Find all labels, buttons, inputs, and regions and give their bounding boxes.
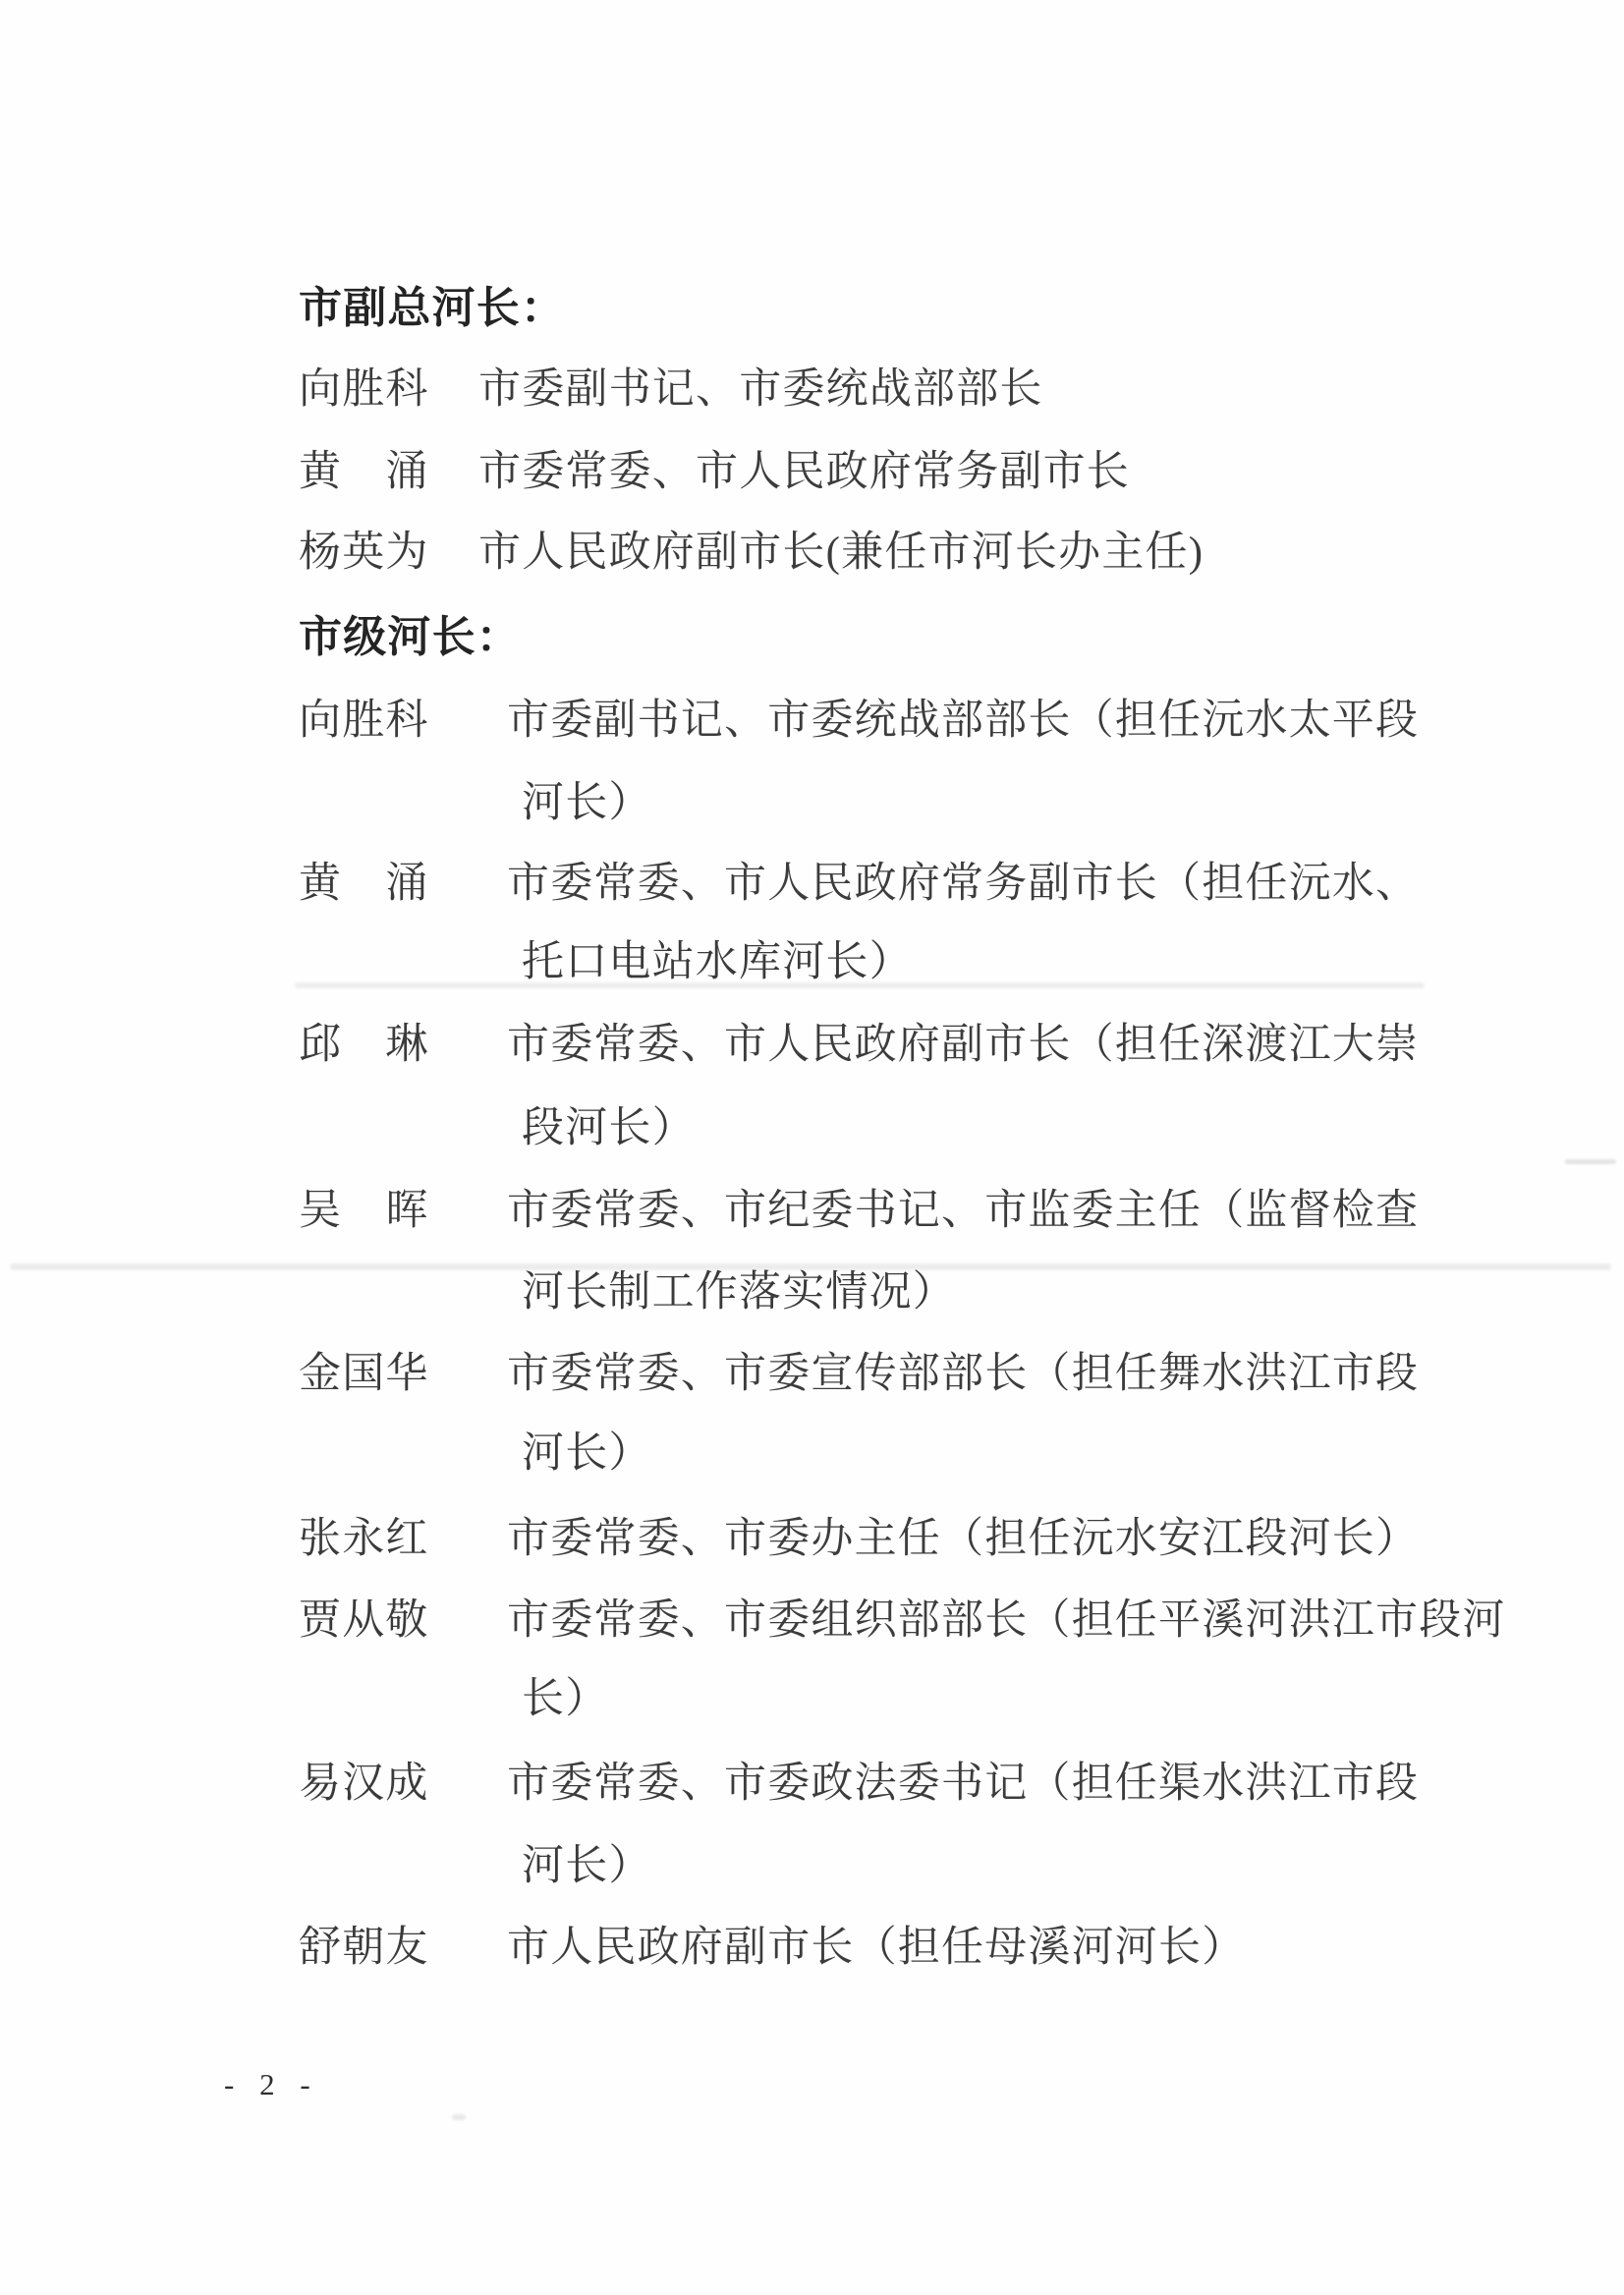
entry-line xyxy=(299,1024,1419,1066)
entry-line xyxy=(299,700,1419,742)
entry-continuation-line: 河长） xyxy=(522,1843,652,1889)
entry-continuation-line: 托口电站水库河长） xyxy=(522,939,913,985)
entry-line xyxy=(299,1927,1245,1969)
scan-artifact-streak xyxy=(1565,1159,1616,1164)
entry-continuation-line: 河长） xyxy=(522,1430,652,1477)
entry-name: 舒朝友 xyxy=(299,1925,429,1971)
entry-name: 邱 琳 xyxy=(299,1022,429,1068)
entry-title: 市委常委、市委宣传部部长（担任舞水洪江市段 xyxy=(507,1351,1420,1397)
entry-title: 市人民政府副市长（担任母溪河河长） xyxy=(507,1925,1246,1971)
entry-title: 市委常委、市人民政府副市长（担任深渡江大崇 xyxy=(507,1022,1420,1068)
entry-name: 杨英为 xyxy=(299,530,429,576)
entry-name: 贾从敬 xyxy=(299,1597,429,1644)
entry-name: 向胜科 xyxy=(299,366,429,413)
entry-line xyxy=(299,1190,1419,1232)
entry-line xyxy=(299,368,1043,411)
page-number: - 2 - xyxy=(224,2067,319,2101)
section-heading-deputy-general-river-chiefs: 市副总河长： xyxy=(299,284,566,332)
entry-title: 市委常委、市委办主任（担任沅水安江段河长） xyxy=(507,1516,1420,1562)
entry-title: 市委常委、市委组织部部长（担任平溪河洪江市段河 xyxy=(507,1597,1506,1644)
entry-line xyxy=(299,1353,1419,1395)
section-heading-municipal-river-chiefs: 市级河长： xyxy=(299,613,521,661)
entry-name: 吴 晖 xyxy=(299,1188,429,1234)
entry-title: 市委常委、市纪委书记、市监委主任（监督检查 xyxy=(507,1188,1420,1234)
entry-name: 向胜科 xyxy=(299,698,429,744)
entry-title: 市委副书记、市委统战部部长（担任沅水太平段 xyxy=(507,698,1420,744)
scan-artifact-smudge xyxy=(452,2114,466,2120)
entry-continuation-line: 河长制工作落实情况） xyxy=(522,1269,956,1315)
entry-line xyxy=(299,532,1204,574)
entry-title: 市委常委、市人民政府常务副市长 xyxy=(478,449,1130,495)
entry-name: 黄 涌 xyxy=(299,861,429,907)
entry-name: 金国华 xyxy=(299,1351,429,1397)
entry-line xyxy=(299,451,1130,493)
entry-title: 市委常委、市委政法委书记（担任渠水洪江市段 xyxy=(507,1761,1420,1807)
entry-continuation-line: 段河长） xyxy=(522,1105,696,1151)
entry-title: 市委常委、市人民政府常务副市长（担任沅水、 xyxy=(507,861,1420,907)
entry-line xyxy=(299,1599,1506,1642)
entry-continuation-line: 河长） xyxy=(522,780,652,826)
entry-continuation-line: 长） xyxy=(522,1676,609,1722)
entry-line xyxy=(299,1518,1419,1560)
entry-name: 易汉成 xyxy=(299,1761,429,1807)
entry-line xyxy=(299,863,1419,905)
entry-name: 黄 涌 xyxy=(299,449,429,495)
entry-title: 市人民政府副市长(兼任市河长办主任) xyxy=(478,530,1204,576)
entry-name: 张永红 xyxy=(299,1516,429,1562)
entry-title: 市委副书记、市委统战部部长 xyxy=(478,366,1043,413)
entry-line xyxy=(299,1763,1419,1805)
